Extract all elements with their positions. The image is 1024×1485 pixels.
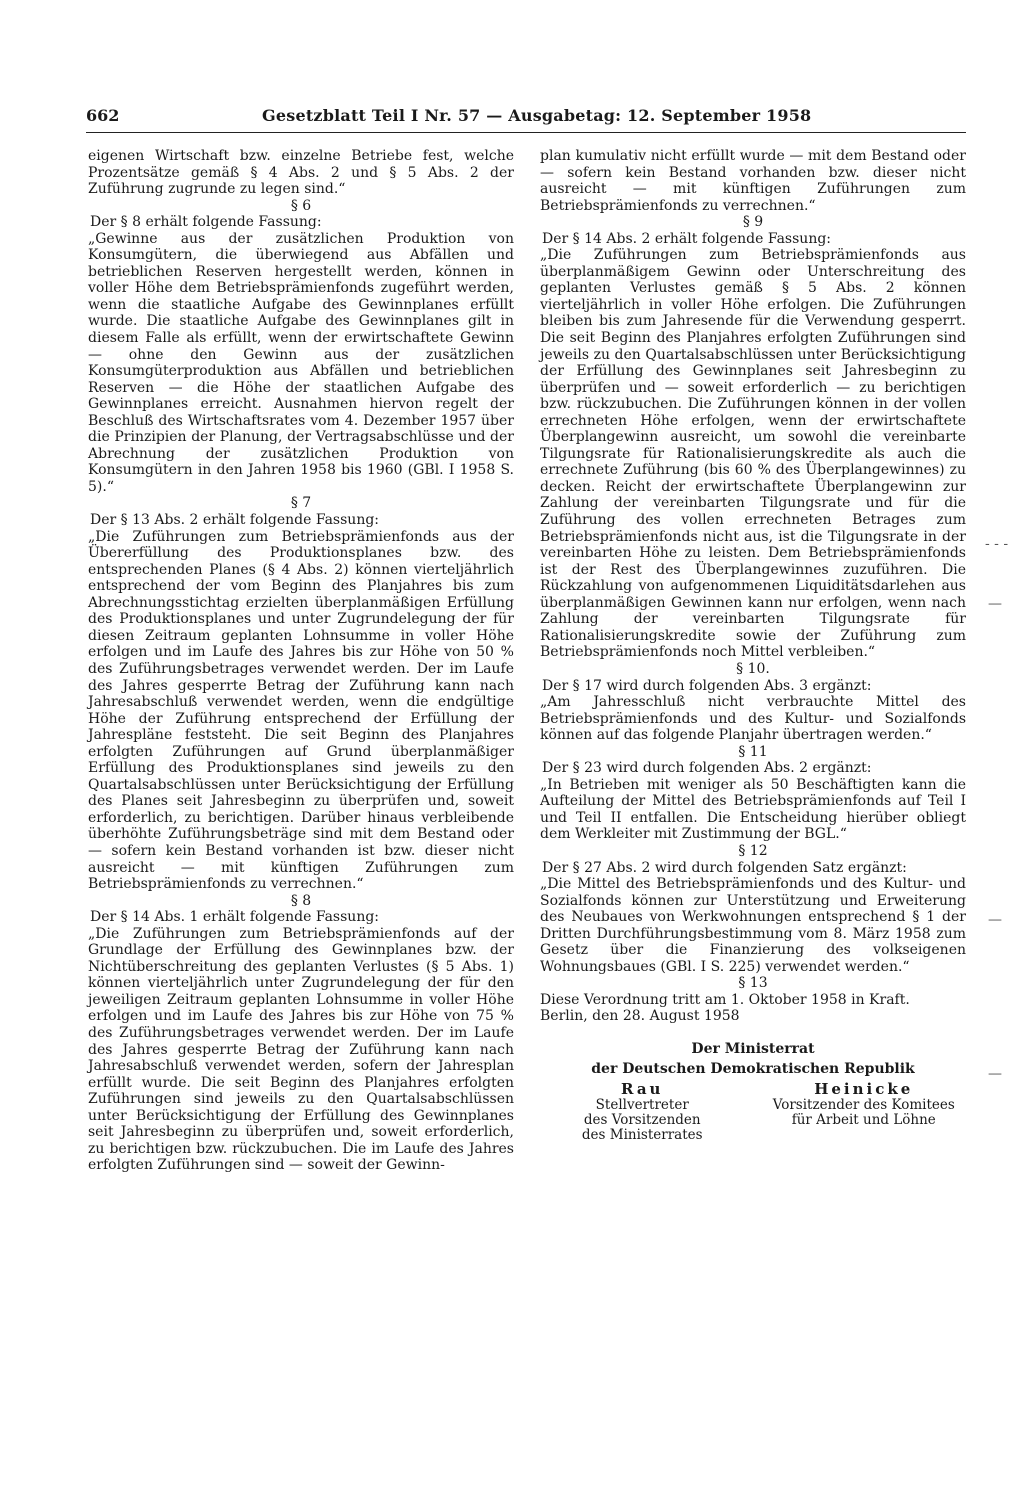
margin-mark: — [988, 1066, 1002, 1082]
signer-left-name: Rau [621, 1079, 664, 1098]
section-heading-7: § 7 [290, 495, 312, 512]
section-heading-9: § 9 [742, 214, 764, 231]
section-text-8: „Die Zuführungen zum Betriebsprämienfonds auf der Grundlage der Erfüllung des Gewinnplanes bzw. der Nichtüberschreitung des geplanten Verlustes (§ 5 Abs. 1) können vierteljährlich unter Zugrundelegung der für den jeweiligen Zeitraum geplanten Lohnsumme in voller Höhe erfolgen und im Laufe des Jahres bis zur Höhe von 75 % des Zuführungsbetrages verwendet werden. Der im Laufe des Jahres gesperrte Betrag der Zuführung kann nach Jahresabschluß verwendet werden, sofern der Jahresplan erfüllt wurde. Die seit Beginn des Planjahres erfolgten Zuführungen sind jeweils zu den Quartalsabschlüssen unter Berücksichtigung der Erfüllung des Gewinnplanes seit Jahresbeginn zu überprüfen und, soweit erforderlich, zu berichtigen bzw. rückzubuchen. Die im Laufe des Jahres erfolgten Zuführungen sind — soweit der Gewinn- [88, 925, 514, 1174]
signer-left-role-1: Stellvertreter [595, 1096, 689, 1113]
signature-block [540, 1039, 966, 1143]
signer-right [762, 1081, 966, 1143]
header-title: Gesetzblatt Teil I Nr. 57 — Ausgabetag: 12. September 1958 [262, 106, 812, 125]
margin-mark: — [988, 596, 1002, 612]
section-heading-8: § 8 [290, 892, 312, 909]
signer-right-role-1: Vorsitzender des Komitees [772, 1096, 955, 1113]
signer-left-role-2: des Vorsitzenden [583, 1111, 701, 1128]
section-text-9: „Die Zuführungen zum Betriebsprämienfonds aus überplanmäßigem Gewinn oder Unterschreitung des geplanten Verlustes gemäß § 5 Abs. 2 können vierteljährlich in voller Höhe erfolgen. Die Zuführungen bleiben bis zum Jahresende für die Verwendung gesperrt. Die seit Beginn des Planjahres erfolgten Zuführungen sind jeweils zu den Quartalsabschlüssen unter Berücksichtigung der Erfüllung des Gewinnplanes seit Jahresbeginn zu überprüfen und — soweit erforderlich — zu berichtigen bzw. rückzubuchen. Die Zuführungen können in der vollen errechneten Höhe erfolgen, wenn der erwirtschaftete Überplangewinn ausreicht, um sowohl die vereinbarte Tilgungsrate für Rationalisierungskredite als auch die errechnete Zuführung (bis 60 % des Überplangewinnes) zu decken. Reicht der erwirtschaftete Überplangewinn zur Zahlung der vereinbarten Tilgungsrate und für die Zuführung des vollen errechneten Betrages zum Betriebsprämienfonds nicht aus, ist die Tilgungsrate in der vereinbarten Höhe zu leisten. Dem Betriebsprämienfonds ist der Rest des Überplangewinnes zuzuführen. Die Rückzahlung von aufgenommenen Liquiditätsdarlehen aus überplanmäßigen Gewinnen kann nur erfolgen, wenn nach Zahlung der vereinbarten Tilgungsrate für Rationalisierungskredite sowie der Zuführung zum Betriebsprämienfonds noch Mittel verbleiben.“ [540, 247, 966, 661]
signer-left-role-3: des Ministerrates [581, 1126, 703, 1143]
section-heading-6: § 6 [290, 197, 312, 214]
margin-mark: - - - [985, 536, 1009, 552]
section-heading-10: § 10. [736, 660, 770, 677]
left-column [88, 148, 514, 1174]
section-heading-11: § 11 [738, 743, 768, 760]
signature-org-line1: Der Ministerrat [691, 1040, 815, 1057]
signer-left [540, 1081, 744, 1143]
margin-mark: — [988, 912, 1002, 928]
signer-right-name: Heinicke [814, 1079, 914, 1098]
section-intro-8: Der § 14 Abs. 1 erhält folgende Fassung: [90, 909, 380, 926]
section-intro-6: Der § 8 erhält folgende Fassung: [90, 214, 322, 231]
section-intro-7: Der § 13 Abs. 2 erhält folgende Fassung: [90, 512, 380, 529]
section-text-6: „Gewinne aus der zusätzlichen Produktion von Konsumgütern, die überwiegend aus Abfällen und betrieblichen Reserven hergestellt werden, können in voller Höhe dem Betriebsprämienfonds zugeführt werden, wenn die staatliche Aufgabe des Gewinnplanes erfüllt wurde. Die staatliche Aufgabe des Gewinnplanes gilt in diesem Falle als erfüllt, wenn der erwirtschaftete Gewinn — ohne den Gewinn aus der zusätzlichen Konsumgüterproduktion aus Abfällen und betrieblichen Reserven — die Höhe der staatlichen Aufgabe des Gewinnplanes erreicht. Ausnahmen hiervon regelt der Beschluß des Wirtschaftsrates vom 4. Dezember 1957 über die Prinzipien der Planung, der Vertragsabschlüsse und der Abrechnung der zusätzlichen Produktion von Konsumgütern in den Jahren 1958 bis 1960 (GBl. I 1958 S. 5).“ [88, 230, 514, 495]
left-continuation: eigenen Wirtschaft bzw. einzelne Betriebe fest, welche Prozentsätze gemäß § 4 Abs. 2 und § 5 Abs. 2 der Zuführung zugrunde zu legen sind.“ [88, 148, 514, 198]
section-intro-10: Der § 17 wird durch folgenden Abs. 3 ergänzt: [542, 677, 872, 694]
signature-org-line2: der Deutschen Demokratischen Republik [591, 1060, 915, 1077]
signer-right-role-2: für Arbeit und Löhne [791, 1111, 936, 1128]
section-intro-12: Der § 27 Abs. 2 wird durch folgenden Satz ergänzt: [542, 859, 907, 876]
section-text-7: „Die Zuführungen zum Betriebsprämienfonds aus der Übererfüllung des Produktionsplanes bzw. des entsprechenden Planes (§ 4 Abs. 2) können vierteljährlich entsprechend der vom Beginn des Planjahres bis zum Abrechnungsstichtag erzielten überplanmäßigen Erfüllung des Produktionsplanes und unter Zugrundelegung der für diesen Zeitraum geplanten Lohnsumme in voller Höhe erfolgen und im Laufe des Jahres bis zur Höhe von 50 % des Zuführungsbetrages verwendet werden. Der im Laufe des Jahres gesperrte Betrag der Zuführung kann nach Jahresabschluß verwendet werden, wenn die endgültige Höhe der Zuführung entsprechend der Erfüllung der Jahrespläne feststeht. Die seit Beginn des Planjahres erfolgten Zuführungen auf Grund überplanmäßiger Erfüllung des Produktionsplanes sind jeweils zu den Quartalsabschlüssen unter Berücksichtigung der Erfüllung des Planes seit Jahresbeginn zu überprüfen und, soweit erforderlich, zu berichtigen. Darüber hinaus verbleibende überhöhte Zuführungsbeträge sind mit dem Bestand oder — sofern kein Bestand vorhanden ist bzw. dieser nicht ausreicht — mit künftigen Zuführungen zum Betriebsprämienfonds zu verrechnen.“ [88, 528, 514, 893]
place-date: Berlin, den 28. August 1958 [540, 1008, 740, 1025]
section-text-12: „Die Mittel des Betriebsprämienfonds und des Kultur- und Sozialfonds können zur Unterstützung und Erweiterung des Neubaues von Werkwohnungen entsprechend § 1 der Dritten Durchführungsbestimmung vom 8. März 1958 zum Gesetz über die Finanzierung des volkseigenen Wohnungsbaues (GBl. I S. 225) verwendet werden.“ [540, 876, 966, 975]
section-text-13: Diese Verordnung tritt am 1. Oktober 1958 in Kraft. [540, 991, 910, 1008]
section-intro-9: Der § 14 Abs. 2 erhält folgende Fassung: [542, 230, 832, 247]
right-continuation: plan kumulativ nicht erfüllt wurde — mit dem Bestand oder — sofern kein Bestand vorhanden bzw. dieser nicht ausreicht — mit künftigen Zuführungen zum Betriebsprämienfonds zu verrechnen.“ [540, 148, 966, 214]
page-number: 662 [86, 106, 120, 125]
section-text-11: „In Betrieben mit weniger als 50 Beschäftigten kann die Aufteilung der Mittel des Betriebsprämienfonds auf Teil I und Teil II entfallen. Die Entscheidung hierüber obliegt dem Werkleiter mit Zustimmung der BGL.“ [540, 776, 966, 843]
header-rule [86, 132, 966, 133]
section-intro-11: Der § 23 wird durch folgenden Abs. 2 ergänzt: [542, 760, 872, 777]
right-column [540, 148, 966, 1143]
section-heading-13: § 13 [738, 975, 768, 992]
section-heading-12: § 12 [738, 842, 768, 859]
section-text-10: „Am Jahresschluß nicht verbrauchte Mittel des Betriebsprämienfonds und des Kultur- und Sozialfonds können auf das folgende Planjahr übertragen werden.“ [540, 694, 966, 744]
signers [540, 1081, 966, 1143]
